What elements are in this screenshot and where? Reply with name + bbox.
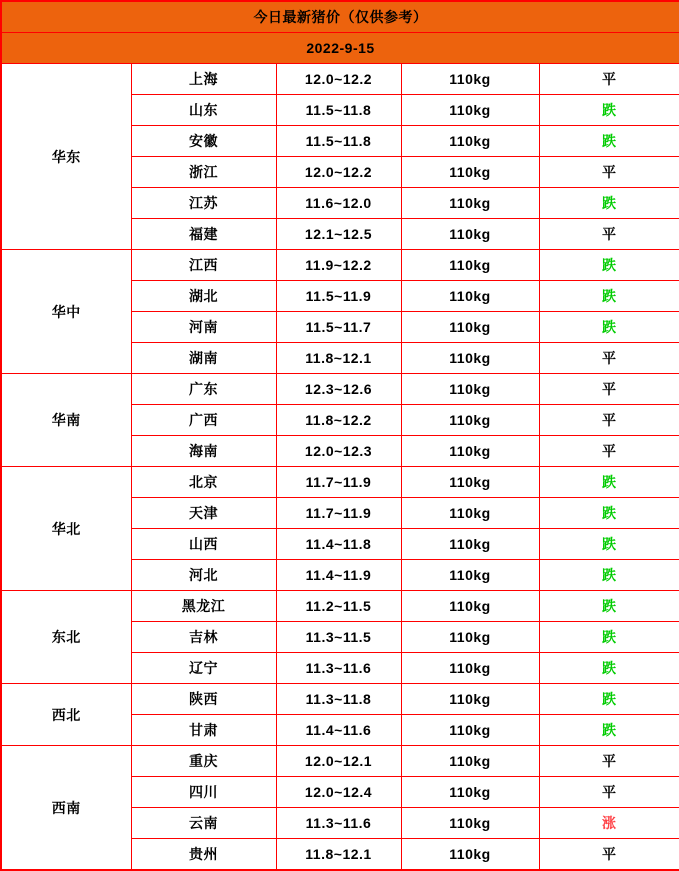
table-row (1, 374, 679, 405)
province-cell: 甘肃 (131, 715, 276, 746)
province-cell: 江苏 (131, 188, 276, 219)
table-row (1, 250, 679, 281)
price-cell: 11.3~11.6 (276, 653, 401, 684)
status-cell: 跌 (539, 126, 679, 157)
price-cell: 12.3~12.6 (276, 374, 401, 405)
price-cell: 11.4~11.6 (276, 715, 401, 746)
price-table-body (1, 64, 679, 871)
status-cell: 跌 (539, 560, 679, 591)
province-cell: 辽宁 (131, 653, 276, 684)
weight-cell: 110kg (401, 622, 539, 653)
weight-cell: 110kg (401, 560, 539, 591)
province-cell: 湖南 (131, 343, 276, 374)
status-cell: 跌 (539, 498, 679, 529)
status-cell: 跌 (539, 250, 679, 281)
table-row (1, 64, 679, 95)
province-cell: 贵州 (131, 839, 276, 871)
province-cell: 江西 (131, 250, 276, 281)
province-cell: 福建 (131, 219, 276, 250)
status-cell: 平 (539, 219, 679, 250)
table-date: 2022-9-15 (1, 33, 679, 64)
table-row (1, 746, 679, 777)
price-cell: 11.7~11.9 (276, 498, 401, 529)
table-row (1, 684, 679, 715)
region-cell: 西北 (1, 684, 131, 746)
weight-cell: 110kg (401, 591, 539, 622)
status-cell: 跌 (539, 529, 679, 560)
price-cell: 11.6~12.0 (276, 188, 401, 219)
price-cell: 11.5~11.9 (276, 281, 401, 312)
status-cell: 跌 (539, 95, 679, 126)
status-cell: 涨 (539, 808, 679, 839)
status-cell: 平 (539, 157, 679, 188)
province-cell: 吉林 (131, 622, 276, 653)
status-cell: 平 (539, 777, 679, 808)
region-cell: 华南 (1, 374, 131, 467)
weight-cell: 110kg (401, 343, 539, 374)
price-cell: 12.0~12.1 (276, 746, 401, 777)
price-cell: 11.5~11.8 (276, 126, 401, 157)
province-cell: 安徽 (131, 126, 276, 157)
price-cell: 11.7~11.9 (276, 467, 401, 498)
weight-cell: 110kg (401, 250, 539, 281)
status-cell: 平 (539, 436, 679, 467)
weight-cell: 110kg (401, 157, 539, 188)
weight-cell: 110kg (401, 746, 539, 777)
price-cell: 12.0~12.3 (276, 436, 401, 467)
status-cell: 跌 (539, 622, 679, 653)
province-cell: 广西 (131, 405, 276, 436)
province-cell: 河南 (131, 312, 276, 343)
weight-cell: 110kg (401, 374, 539, 405)
price-cell: 11.4~11.8 (276, 529, 401, 560)
status-cell: 平 (539, 374, 679, 405)
region-cell: 华北 (1, 467, 131, 591)
status-cell: 平 (539, 343, 679, 374)
province-cell: 四川 (131, 777, 276, 808)
region-cell: 西南 (1, 746, 131, 871)
price-cell: 12.1~12.5 (276, 219, 401, 250)
price-cell: 11.3~11.8 (276, 684, 401, 715)
province-cell: 广东 (131, 374, 276, 405)
price-cell: 11.3~11.5 (276, 622, 401, 653)
weight-cell: 110kg (401, 281, 539, 312)
weight-cell: 110kg (401, 715, 539, 746)
province-cell: 河北 (131, 560, 276, 591)
weight-cell: 110kg (401, 808, 539, 839)
region-cell: 东北 (1, 591, 131, 684)
table-title: 今日最新猪价（仅供参考） (1, 1, 679, 33)
weight-cell: 110kg (401, 436, 539, 467)
province-cell: 黑龙江 (131, 591, 276, 622)
weight-cell: 110kg (401, 498, 539, 529)
status-cell: 平 (539, 746, 679, 777)
province-cell: 浙江 (131, 157, 276, 188)
price-cell: 11.8~12.2 (276, 405, 401, 436)
price-cell: 11.2~11.5 (276, 591, 401, 622)
province-cell: 海南 (131, 436, 276, 467)
weight-cell: 110kg (401, 467, 539, 498)
table-row (1, 467, 679, 498)
status-cell: 跌 (539, 684, 679, 715)
weight-cell: 110kg (401, 529, 539, 560)
weight-cell: 110kg (401, 777, 539, 808)
status-cell: 跌 (539, 653, 679, 684)
price-cell: 11.4~11.9 (276, 560, 401, 591)
weight-cell: 110kg (401, 405, 539, 436)
price-cell: 12.0~12.2 (276, 64, 401, 95)
province-cell: 重庆 (131, 746, 276, 777)
region-cell: 华中 (1, 250, 131, 374)
province-cell: 云南 (131, 808, 276, 839)
weight-cell: 110kg (401, 95, 539, 126)
price-cell: 11.3~11.6 (276, 808, 401, 839)
weight-cell: 110kg (401, 684, 539, 715)
status-cell: 平 (539, 839, 679, 871)
date-row (1, 33, 679, 64)
weight-cell: 110kg (401, 188, 539, 219)
province-cell: 山西 (131, 529, 276, 560)
status-cell: 平 (539, 405, 679, 436)
status-cell: 跌 (539, 591, 679, 622)
price-cell: 11.5~11.8 (276, 95, 401, 126)
weight-cell: 110kg (401, 312, 539, 343)
region-cell: 华东 (1, 64, 131, 250)
weight-cell: 110kg (401, 64, 539, 95)
title-row (1, 1, 679, 33)
status-cell: 跌 (539, 467, 679, 498)
price-cell: 11.9~12.2 (276, 250, 401, 281)
price-cell: 12.0~12.4 (276, 777, 401, 808)
price-cell: 11.8~12.1 (276, 343, 401, 374)
weight-cell: 110kg (401, 219, 539, 250)
province-cell: 天津 (131, 498, 276, 529)
province-cell: 湖北 (131, 281, 276, 312)
province-cell: 北京 (131, 467, 276, 498)
status-cell: 平 (539, 64, 679, 95)
weight-cell: 110kg (401, 126, 539, 157)
status-cell: 跌 (539, 715, 679, 746)
status-cell: 跌 (539, 312, 679, 343)
status-cell: 跌 (539, 188, 679, 219)
price-cell: 11.5~11.7 (276, 312, 401, 343)
price-cell: 11.8~12.1 (276, 839, 401, 871)
province-cell: 山东 (131, 95, 276, 126)
province-cell: 陕西 (131, 684, 276, 715)
price-cell: 12.0~12.2 (276, 157, 401, 188)
weight-cell: 110kg (401, 839, 539, 871)
table-row (1, 591, 679, 622)
status-cell: 跌 (539, 281, 679, 312)
weight-cell: 110kg (401, 653, 539, 684)
province-cell: 上海 (131, 64, 276, 95)
